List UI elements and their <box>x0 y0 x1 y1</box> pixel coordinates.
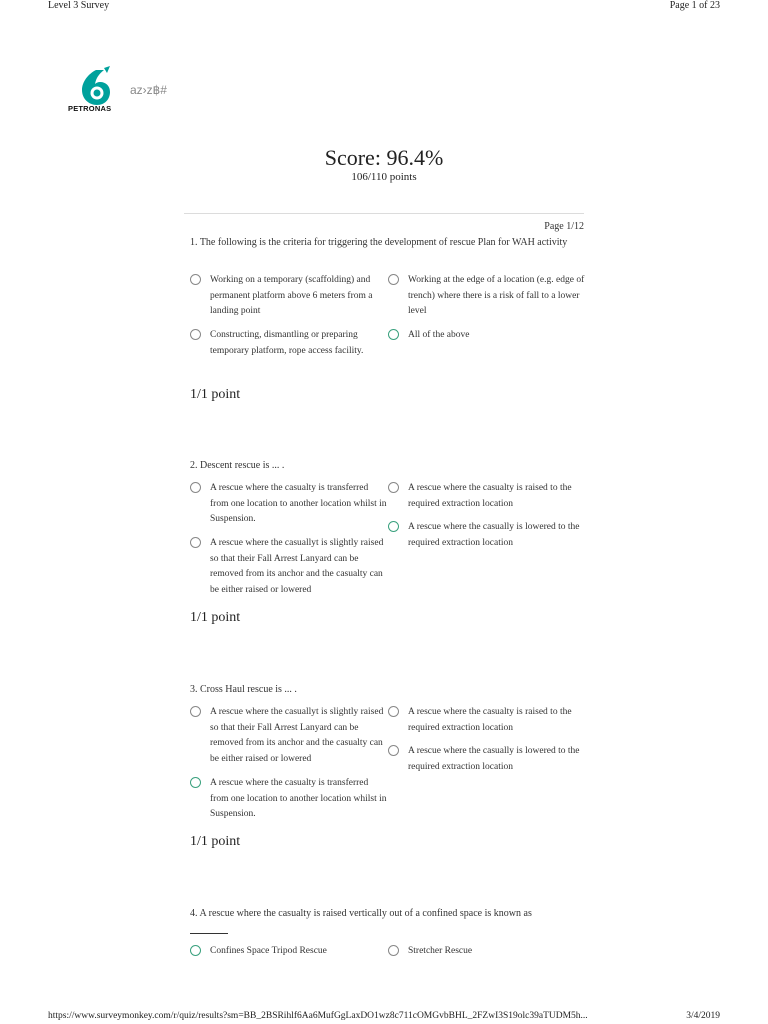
answer-label: A rescue where the casuallyt is slightly raised so that their Fall Arrest Lanyard can be removed from its anchor and the casualty can be either raised or lowered <box>210 707 384 764</box>
answer-label: A rescue where the casualty is raised to the required extraction location <box>408 707 572 733</box>
radio-icon[interactable] <box>190 482 201 493</box>
score-heading: Score: 96.4% <box>324 145 444 170</box>
answer-blank <box>190 933 228 934</box>
answer-label: Working on a temporary (scaffolding) and permanent platform above 6 meters from a landing point <box>210 275 373 316</box>
answer-label: A rescue where the casually is lowered to the required extraction location <box>408 746 580 772</box>
question-score: 1/1 point <box>190 834 241 849</box>
answer-label: Working at the edge of a location (e.g. edge of trench) where there is a risk of fall to a lower level <box>408 275 585 316</box>
question-1 <box>190 235 585 410</box>
radio-icon[interactable] <box>388 745 399 756</box>
radio-icon[interactable] <box>388 274 399 285</box>
radio-icon[interactable] <box>388 945 399 956</box>
page-url: https://www.surveymonkey.com/r/quiz/results?sm=BB_2BSRihlf6Aa6MufGgLaxDO1wz8c711cOMGvbBHL_2FZwI3S19olc39aTUDM5h... <box>48 1011 588 1021</box>
question-2 <box>190 458 585 633</box>
answer-label: A rescue where the casualty is raised to the required extraction location <box>408 483 572 509</box>
radio-icon[interactable] <box>190 329 201 340</box>
radio-icon[interactable] <box>190 537 201 548</box>
question-text: 2. Descent rescue is ... . <box>190 460 285 471</box>
radio-selected-icon[interactable] <box>190 777 201 788</box>
question-score: 1/1 point <box>190 610 241 625</box>
logo-wordmark: PETRONAS <box>68 104 112 113</box>
radio-selected-icon[interactable] <box>388 329 399 340</box>
radio-icon[interactable] <box>388 706 399 717</box>
question-4 <box>190 906 585 976</box>
brand-subtitle: az›z฿# <box>130 83 167 97</box>
answer-label: A rescue where the casuallyt is slightly raised so that their Fall Arrest Lanyard can be removed from its anchor and the casualty can be either raised or lowered <box>210 538 384 595</box>
answer-label: All of the above <box>408 330 470 340</box>
question-text: 4. A rescue where the casualty is raised vertically out of a confined space is known as <box>190 908 532 919</box>
radio-selected-icon[interactable] <box>190 945 201 956</box>
radio-icon[interactable] <box>190 274 201 285</box>
answer-label: Stretcher Rescue <box>408 946 473 956</box>
radio-icon[interactable] <box>388 482 399 493</box>
print-header <box>48 0 720 14</box>
page-number: Page 1 of 23 <box>669 0 720 11</box>
question-score: 1/1 point <box>190 387 241 402</box>
page-indicator: Page 1/12 <box>544 221 584 232</box>
answer-label: A rescue where the casualty is transferred from one location to another location whilst in Suspension. <box>210 483 387 524</box>
question-3 <box>190 682 585 857</box>
answer-label: Confines Space Tripod Rescue <box>210 946 327 956</box>
document-title: Level 3 Survey <box>48 0 110 11</box>
points-total: 106/110 points <box>351 171 417 183</box>
divider <box>184 213 584 214</box>
radio-selected-icon[interactable] <box>388 521 399 532</box>
print-date: 3/4/2019 <box>686 1011 720 1021</box>
radio-icon[interactable] <box>190 706 201 717</box>
answer-label: Constructing, dismantling or preparing temporary platform, rope access facility. <box>210 330 364 356</box>
answer-label: A rescue where the casually is lowered to the required extraction location <box>408 522 580 548</box>
question-text: 3. Cross Haul rescue is ... . <box>190 684 297 695</box>
question-text: 1. The following is the criteria for triggering the development of rescue Plan for WAH activity <box>190 237 568 248</box>
answer-label: A rescue where the casualty is transferred from one location to another location whilst in Suspension. <box>210 778 387 819</box>
print-footer <box>48 1011 720 1023</box>
